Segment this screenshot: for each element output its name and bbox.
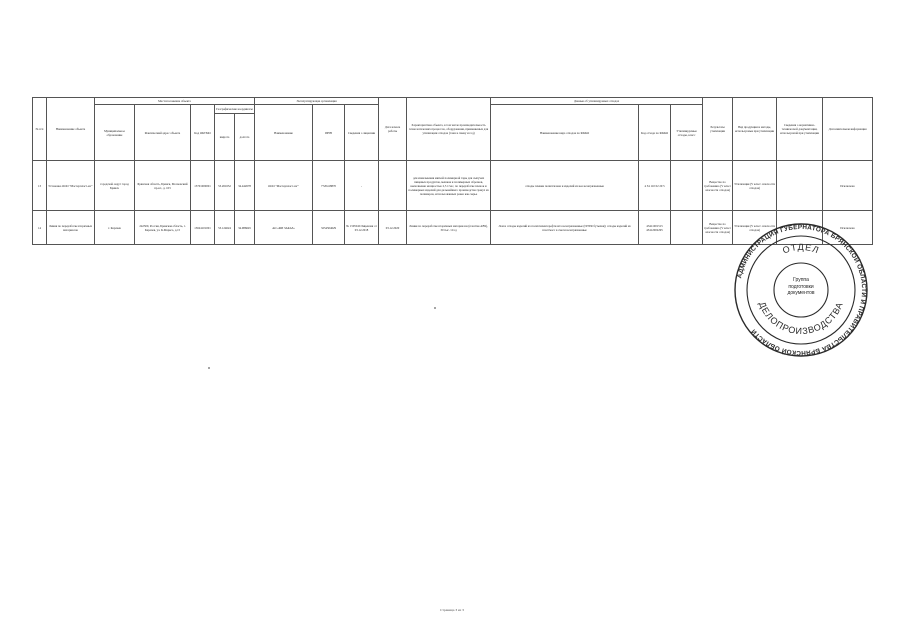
cell-results: Вещество по требованию (V класс опасности отходов) — [703, 211, 733, 245]
cell-org-name: АО «ФИ ЗАКАЗ» — [255, 211, 313, 245]
col-header-product-type: Вид продукции и методы, используемые при утилизации — [733, 98, 777, 161]
cell-license: - — [345, 161, 379, 211]
col-header-characteristics: Характеристика объекта, в том числе производительность технологических процессов, оборудования, применяемых для утилизации отходов (тонн в смену и год) — [407, 98, 491, 161]
cell-fkko-code: 4 34 110 02 29 5 — [639, 161, 671, 211]
col-header-lon: долгота — [235, 114, 255, 161]
svg-text:ОТДЕЛ — [781, 242, 821, 256]
col-header-regulation: Сведения о нормативно-технической документации, используемой при утилизации — [777, 98, 823, 161]
col-header-address: Фактический адрес объекта — [135, 105, 191, 161]
cell-regulation — [777, 161, 823, 211]
cell-municipality: г. Карачев — [95, 211, 135, 245]
cell-waste-name: отходы пленки полиэтилена и изделий из нее незагрязненные — [491, 161, 639, 211]
col-header-num: № п/п — [33, 98, 47, 161]
cell-lon: 34.442678 — [235, 161, 255, 211]
group-header-object: Местоположение объекта — [95, 98, 255, 105]
col-header-license: Сведения о лицензии — [345, 105, 379, 161]
col-header-results: Результаты утилизации — [703, 98, 733, 161]
col-header-lat: широта — [215, 114, 235, 161]
cell-characteristics: Линия по переработке вторичных материалов (пластик ABS), 30 тыс. т/год — [407, 211, 491, 245]
cell-org-name: ООО "Мастерпласт-юг" — [255, 161, 313, 211]
group-header-coords: Географические координаты — [215, 105, 255, 114]
col-header-name: Наименование объекта — [47, 98, 95, 161]
col-header-fkko-code: Код отхода по ФККО — [639, 105, 671, 161]
col-header-waste-name: Наименование вида отходов по ФККО — [491, 105, 639, 161]
cell-address: 242500, Россия, Брянская область, г. Карачев, ул. К.Маркса, д.15 — [135, 211, 191, 245]
stamp-center-line: подготовки — [788, 283, 814, 290]
cell-product-type: Утилизация (V класс опасности отходов) — [733, 211, 777, 245]
cell-lat: 53.261652 — [215, 161, 235, 211]
table-row — [33, 161, 873, 211]
group-header-waste: Данные об утилизируемых отходах — [491, 98, 703, 105]
cell-inn: 3254504629 — [313, 211, 345, 245]
scan-speck — [208, 367, 210, 369]
cell-fkko-code: 43411001515 43412002295 — [639, 211, 671, 245]
cell-product-type: Утилизация (V класс опасности отходов) — [733, 161, 777, 211]
col-header-inn: ИНН — [313, 105, 345, 161]
cell-characteristics: для измельчения мягкой полимерной тары для сыпучих пищевых продуктов, мешков и полимерных обрезков, выполнение мощностью 2,5 т/час, по переработке пленок и полимерных изделий для дальнейшего производства гранул из полимеров, использованных ранее как сырье — [407, 161, 491, 211]
stamp-outer-text: АДМИНИСТРАЦИЯ ГУБЕРНАТОРА БРЯНСКОЙ ОБЛАСТИ И ПРАВИТЕЛЬСТВА БРЯНСКОЙ ОБЛАСТИ — [736, 223, 868, 357]
stamp-inner-bottom-text: ДЕЛОПРОИЗВОДСТВА — [757, 300, 845, 337]
cell-notes: Исключено — [823, 161, 873, 211]
cell-num: 14 — [33, 211, 47, 245]
cell-start-date — [379, 161, 407, 211]
stamp-center-label — [784, 277, 818, 307]
group-header-operator: Эксплуатирующая организация — [255, 98, 379, 105]
cell-lat: 53.124624 — [215, 211, 235, 245]
col-header-oktmo: Код ОКТМО — [191, 105, 215, 161]
cell-oktmo: 15701000001 — [191, 161, 215, 211]
stamp-inner-top-text: ОТДЕЛ — [781, 241, 821, 256]
cell-license: № 15950-Б/Лицензия от 03.12.2018 — [345, 211, 379, 245]
cell-hazard-class — [671, 161, 703, 211]
col-header-hazard-class: Утилизируемые отходы, класс — [671, 105, 703, 161]
cell-oktmo: 15624101001 — [191, 211, 215, 245]
col-header-municipality: Муниципальное образование — [95, 105, 135, 161]
cell-waste-name: Лом и отходы изделий из полиэтилентерефталата незагрязненные (ПЭТФ бутылки); отходы изделий из пластмасс в смеси незагрязненные — [491, 211, 639, 245]
cell-inn: 7720418870 — [313, 161, 345, 211]
cell-name: Линия по переработке вторичных материалов — [47, 211, 95, 245]
cell-name: Установка ООО "Мастерпласт-юг" — [47, 161, 95, 211]
col-header-start-date: Дата начала работы — [379, 98, 407, 161]
cell-hazard-class — [671, 211, 703, 245]
page-number-footer: Страница 3 из 3 — [440, 608, 464, 612]
cell-municipality: городской округ город Брянск — [95, 161, 135, 211]
stamp-center-line: Группа — [793, 277, 809, 283]
stamp-center-line: документов — [787, 290, 815, 296]
col-header-org-name: Наименование — [255, 105, 313, 161]
cell-address: Брянская область, Брянск, Московский пр-кт., д. 103 — [135, 161, 191, 211]
cell-results: Вещество по требованию (V класс опасности отходов) — [703, 161, 733, 211]
cell-lon: 34.986645 — [235, 211, 255, 245]
scan-speck — [434, 307, 436, 309]
col-header-notes: Дополнительная информация — [823, 98, 873, 161]
cell-num: 13 — [33, 161, 47, 211]
cell-start-date: 03.12.2020 — [379, 211, 407, 245]
cell-notes: Исключено — [823, 211, 873, 245]
